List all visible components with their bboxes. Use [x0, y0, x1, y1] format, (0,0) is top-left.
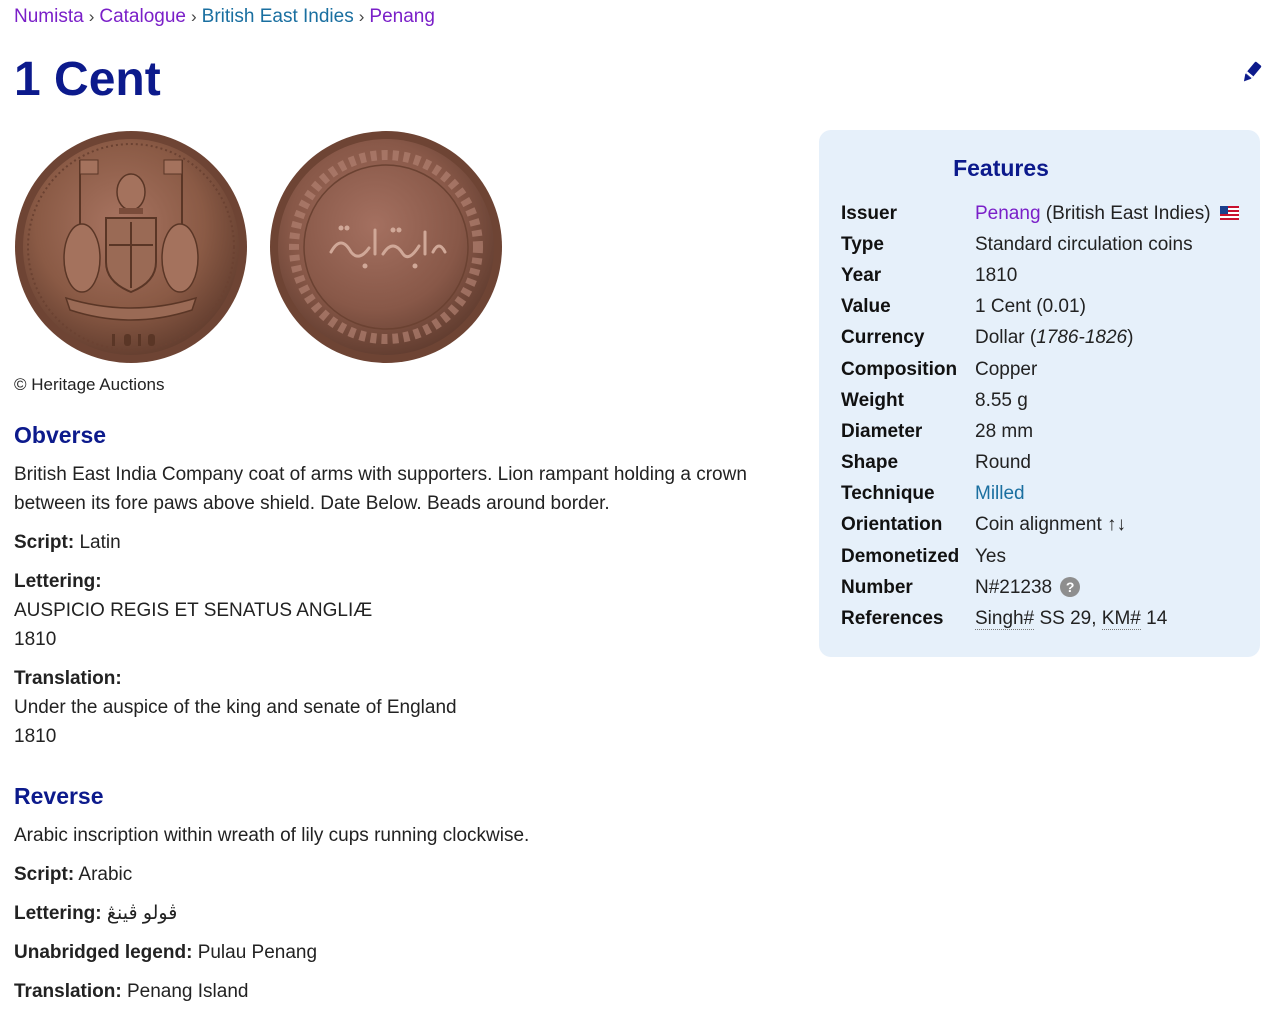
- year-label: Year: [841, 264, 882, 286]
- reverse-unabridged-legend: [14, 938, 794, 967]
- obverse-description: British East India Company coat of arms with supporters. Lion rampant holding a crown between its fore paws above shield. Date Below. Beads around border.: [14, 464, 747, 514]
- references-value: [975, 603, 1239, 634]
- diameter-value: 28 mm: [975, 420, 1034, 442]
- feature-row-number: [841, 572, 1239, 603]
- image-copyright: © Heritage Auctions: [14, 375, 165, 394]
- reverse-translation-value: Penang Island: [126, 981, 249, 1002]
- reverse-lettering-label: Lettering:: [14, 903, 102, 924]
- reference-km-value: 14: [1140, 608, 1168, 630]
- features-panel: [819, 130, 1260, 657]
- reverse-translation: [14, 977, 794, 1006]
- reference-singh-abbr[interactable]: Singh#: [975, 608, 1035, 630]
- coin-reverse-image[interactable]: [269, 130, 503, 364]
- obverse-lettering: [14, 567, 794, 654]
- number-value: [975, 572, 1239, 603]
- reverse-legend-label: Unabridged legend:: [14, 942, 193, 963]
- currency-name: Dollar (: [975, 327, 1037, 349]
- year-value: 1810: [975, 264, 1018, 286]
- technique-link[interactable]: Milled: [975, 483, 1025, 505]
- breadcrumb-separator: ›: [88, 7, 95, 26]
- reference-km-abbr[interactable]: KM#: [1101, 608, 1141, 630]
- obverse-lettering-line1: AUSPICIO REGIS ET SENATUS ANGLIÆ: [14, 600, 373, 621]
- features-table: [841, 198, 1239, 635]
- breadcrumb-numista[interactable]: Numista: [14, 6, 84, 27]
- feature-row-year: [841, 260, 1239, 291]
- issuer-value: [975, 198, 1239, 229]
- currency-period: 1786-1826: [1036, 327, 1128, 349]
- currency-close: ): [1127, 327, 1134, 349]
- obverse-lettering-label: Lettering:: [14, 571, 102, 592]
- reverse-script-value: Arabic: [78, 864, 133, 885]
- obverse-translation-line1: Under the auspice of the king and senate of England: [14, 697, 457, 718]
- coin-obverse-image[interactable]: [14, 130, 248, 364]
- currency-label: Currency: [841, 327, 925, 349]
- shape-value: Round: [975, 452, 1031, 474]
- value-label: Value: [841, 296, 891, 318]
- value-value: 1 Cent (0.01): [975, 296, 1086, 318]
- obverse-lettering-line2: 1810: [14, 629, 57, 650]
- composition-value: Copper: [975, 358, 1038, 380]
- number-text: N#21238: [975, 576, 1053, 598]
- currency-value: [975, 323, 1239, 354]
- feature-row-technique: [841, 479, 1239, 510]
- help-icon[interactable]: ?: [1060, 577, 1080, 597]
- weight-value: 8.55 g: [975, 389, 1028, 411]
- flag-icon: [1220, 206, 1239, 220]
- technique-label: Technique: [841, 483, 935, 505]
- reverse-script-label: Script:: [14, 864, 75, 885]
- feature-row-shape: [841, 448, 1239, 479]
- feature-row-references: [841, 603, 1239, 634]
- obverse-script: [14, 528, 794, 557]
- reverse-lettering: [14, 899, 794, 928]
- breadcrumb-separator: ›: [190, 7, 197, 26]
- feature-row-weight: [841, 385, 1239, 416]
- demonetized-value: Yes: [975, 545, 1006, 567]
- issuer-label: Issuer: [841, 202, 897, 224]
- reverse-heading: Reverse: [14, 783, 104, 809]
- reverse-lettering-value: ڤولو ڤينڠ: [106, 903, 178, 924]
- obverse-translation: [14, 664, 794, 751]
- orientation-label: Orientation: [841, 514, 943, 536]
- obverse-translation-label: Translation:: [14, 668, 122, 689]
- features-title: Features: [953, 155, 1049, 181]
- type-value: Standard circulation coins: [975, 233, 1193, 255]
- breadcrumb-separator: ›: [358, 7, 365, 26]
- edit-pen-icon[interactable]: [1240, 60, 1262, 86]
- number-label: Number: [841, 576, 913, 598]
- feature-row-diameter: [841, 416, 1239, 447]
- orientation-value: Coin alignment ↑↓: [975, 514, 1127, 536]
- obverse-script-value: Latin: [79, 532, 121, 553]
- obverse-script-label: Script:: [14, 532, 75, 553]
- page-title: 1 Cent: [14, 53, 161, 106]
- breadcrumb-penang[interactable]: Penang: [369, 6, 435, 27]
- issuer-link[interactable]: Penang: [975, 202, 1041, 224]
- reverse-script: [14, 860, 794, 889]
- feature-row-orientation: [841, 510, 1239, 541]
- composition-label: Composition: [841, 358, 958, 380]
- obverse-heading: Obverse: [14, 422, 107, 448]
- technique-value: [975, 479, 1239, 510]
- diameter-label: Diameter: [841, 420, 923, 442]
- references-label: References: [841, 608, 944, 630]
- demonetized-label: Demonetized: [841, 545, 960, 567]
- obverse-translation-line2: 1810: [14, 726, 57, 747]
- feature-row-composition: [841, 354, 1239, 385]
- breadcrumb-catalogue[interactable]: Catalogue: [99, 6, 186, 27]
- reverse-description: Arabic inscription within wreath of lily cups running clockwise.: [14, 825, 530, 846]
- feature-row-type: [841, 229, 1239, 260]
- feature-row-issuer: [841, 198, 1239, 229]
- type-label: Type: [841, 233, 884, 255]
- coin-description: [14, 418, 794, 1016]
- breadcrumb: [14, 4, 435, 30]
- reverse-translation-label: Translation:: [14, 981, 122, 1002]
- feature-row-currency: [841, 323, 1239, 354]
- issuer-parent: (British East Indies): [1045, 202, 1211, 224]
- feature-row-demonetized: [841, 541, 1239, 572]
- reverse-legend-value: Pulau Penang: [197, 942, 318, 963]
- reference-singh-value: SS 29,: [1034, 608, 1102, 630]
- breadcrumb-british-east-indies[interactable]: British East Indies: [201, 6, 354, 27]
- weight-label: Weight: [841, 389, 904, 411]
- feature-row-value: [841, 292, 1239, 323]
- shape-label: Shape: [841, 452, 899, 474]
